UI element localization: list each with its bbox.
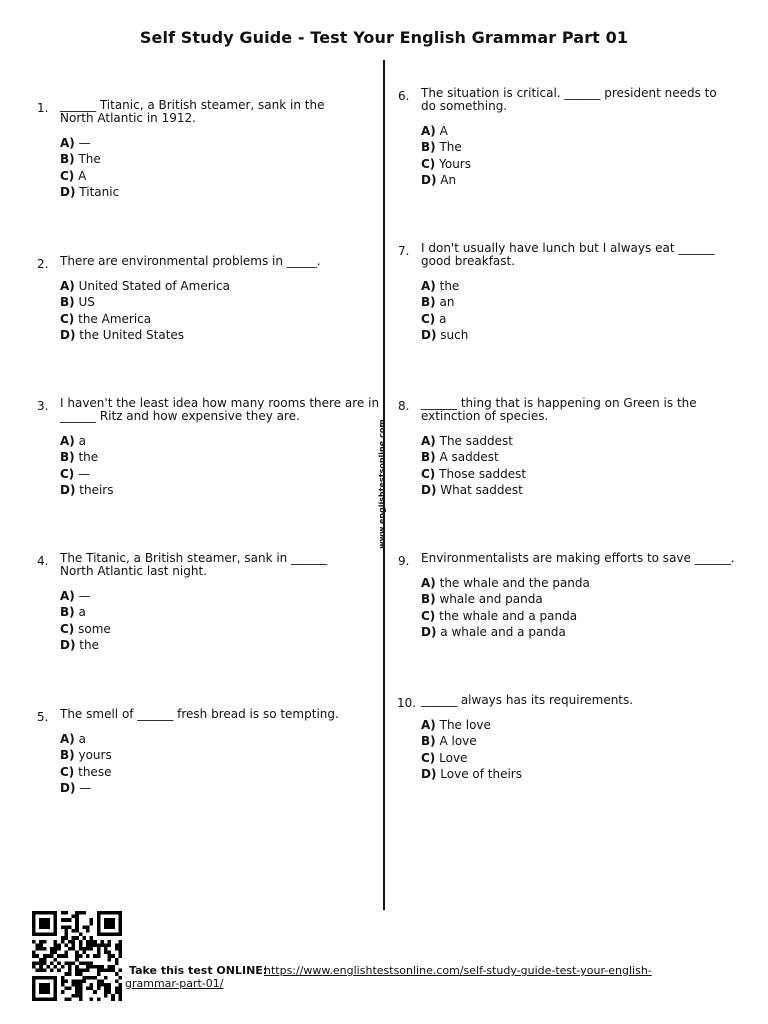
question-number: 2. bbox=[37, 257, 49, 271]
option-a[interactable] bbox=[60, 278, 380, 294]
option-d[interactable] bbox=[421, 482, 711, 498]
option-a[interactable] bbox=[60, 731, 380, 747]
option-d[interactable] bbox=[60, 780, 380, 796]
option-a[interactable] bbox=[60, 135, 360, 151]
answer-options bbox=[60, 278, 380, 344]
option-text: a whale and a panda bbox=[440, 625, 566, 640]
option-text: whale and panda bbox=[439, 592, 543, 607]
option-b[interactable] bbox=[421, 139, 731, 155]
option-letter: D) bbox=[60, 328, 76, 343]
question-10 bbox=[397, 693, 741, 783]
option-text: Love bbox=[439, 750, 468, 765]
option-text: yours bbox=[78, 748, 112, 763]
option-c[interactable] bbox=[60, 621, 360, 637]
option-a[interactable] bbox=[421, 717, 741, 733]
option-text: — bbox=[78, 136, 91, 150]
option-letter: D) bbox=[60, 185, 76, 200]
option-letter: C) bbox=[421, 156, 436, 171]
answer-options bbox=[60, 731, 380, 797]
option-text: The saddest bbox=[439, 434, 513, 448]
option-letter: A) bbox=[60, 279, 75, 293]
question-6 bbox=[398, 86, 731, 189]
option-letter: C) bbox=[421, 466, 436, 481]
option-text: a bbox=[78, 732, 86, 746]
option-b[interactable] bbox=[421, 733, 741, 749]
question-number: 1. bbox=[37, 101, 49, 115]
option-a[interactable] bbox=[421, 123, 731, 139]
question-text: ______ thing that is happening on Green is the extinction of species. bbox=[421, 396, 697, 423]
option-text: the whale and the panda bbox=[439, 576, 590, 590]
option-letter: B) bbox=[421, 295, 436, 310]
option-text: the whale and a panda bbox=[439, 608, 578, 623]
option-c[interactable] bbox=[60, 311, 380, 327]
option-text: the bbox=[79, 638, 99, 653]
option-letter: D) bbox=[421, 173, 437, 188]
option-text: — bbox=[79, 781, 92, 796]
option-c[interactable] bbox=[421, 466, 711, 482]
answer-options bbox=[421, 123, 731, 189]
page-title: Self Study Guide - Test Your English Grammar Part 01 bbox=[139, 28, 629, 47]
option-letter: B) bbox=[60, 748, 75, 763]
question-number: 6. bbox=[398, 89, 410, 103]
option-text: the bbox=[78, 450, 99, 465]
side-watermark-url: www.englishtestsonline.com bbox=[377, 419, 387, 549]
option-letter: A) bbox=[60, 732, 75, 746]
answer-options bbox=[60, 433, 380, 499]
option-c[interactable] bbox=[421, 311, 721, 327]
option-d[interactable] bbox=[421, 327, 721, 343]
option-letter: C) bbox=[421, 750, 436, 765]
question-5 bbox=[37, 707, 380, 797]
footer bbox=[0, 905, 768, 1015]
answer-options bbox=[421, 575, 741, 641]
question-text: Environmentalists are making efforts to save ______. bbox=[421, 551, 735, 565]
option-text: the bbox=[439, 279, 460, 293]
option-b[interactable] bbox=[421, 591, 741, 607]
option-text: Love of theirs bbox=[440, 767, 522, 782]
option-text: a bbox=[439, 311, 447, 326]
option-letter: A) bbox=[60, 434, 75, 448]
option-letter: D) bbox=[421, 625, 437, 640]
option-letter: A) bbox=[421, 279, 436, 293]
option-c[interactable] bbox=[421, 608, 741, 624]
option-letter: C) bbox=[421, 311, 436, 326]
option-letter: D) bbox=[421, 328, 437, 343]
option-letter: C) bbox=[60, 311, 75, 326]
option-letter: B) bbox=[421, 140, 436, 155]
option-letter: B) bbox=[421, 450, 436, 465]
option-letter: B) bbox=[421, 734, 436, 749]
option-text: a bbox=[78, 605, 86, 620]
question-number: 9. bbox=[398, 554, 410, 568]
option-letter: A) bbox=[60, 589, 75, 603]
option-a[interactable] bbox=[60, 588, 360, 604]
option-text: some bbox=[78, 621, 111, 636]
option-text: these bbox=[78, 764, 112, 779]
question-text: There are environmental problems in _____. bbox=[60, 254, 321, 268]
option-letter: D) bbox=[60, 638, 76, 653]
option-d[interactable] bbox=[60, 184, 360, 200]
option-letter: D) bbox=[421, 483, 437, 498]
option-text: United Stated of America bbox=[78, 279, 230, 293]
question-number: 5. bbox=[37, 710, 49, 724]
option-text: Those saddest bbox=[439, 466, 527, 481]
option-text: A bbox=[78, 168, 87, 183]
question-number: 4. bbox=[37, 554, 49, 568]
option-b[interactable] bbox=[421, 294, 721, 310]
option-c[interactable] bbox=[60, 168, 360, 184]
option-c[interactable] bbox=[421, 156, 731, 172]
question-number: 3. bbox=[37, 399, 49, 413]
option-letter: C) bbox=[60, 764, 75, 779]
option-b[interactable] bbox=[60, 604, 360, 620]
option-b[interactable] bbox=[60, 151, 360, 167]
online-test-label: Take this test ONLINE: bbox=[129, 964, 268, 977]
option-c[interactable] bbox=[60, 764, 380, 780]
option-b[interactable] bbox=[60, 747, 380, 763]
question-number: 7. bbox=[398, 244, 410, 258]
answer-options bbox=[421, 433, 711, 499]
option-text: theirs bbox=[79, 483, 114, 498]
option-letter: A) bbox=[421, 434, 436, 448]
option-letter: C) bbox=[421, 608, 436, 623]
qr-code-icon[interactable] bbox=[32, 911, 122, 1001]
option-d[interactable] bbox=[421, 172, 731, 188]
option-a[interactable] bbox=[421, 433, 711, 449]
question-4 bbox=[37, 551, 360, 654]
option-d[interactable] bbox=[421, 766, 741, 782]
question-8 bbox=[398, 396, 711, 499]
question-number: 8. bbox=[398, 399, 410, 413]
option-letter: A) bbox=[60, 136, 75, 150]
option-text: the United States bbox=[79, 328, 185, 343]
option-letter: B) bbox=[421, 592, 436, 607]
option-d[interactable] bbox=[421, 624, 741, 640]
answer-options bbox=[60, 135, 360, 201]
option-text: A bbox=[439, 124, 448, 138]
question-9 bbox=[398, 551, 741, 641]
option-letter: A) bbox=[421, 124, 436, 138]
option-a[interactable] bbox=[60, 433, 380, 449]
option-letter: D) bbox=[60, 483, 76, 498]
option-text: — bbox=[78, 589, 91, 603]
option-letter: A) bbox=[421, 576, 436, 590]
option-text: — bbox=[78, 466, 91, 481]
option-letter: B) bbox=[60, 295, 75, 310]
option-letter: D) bbox=[60, 781, 76, 796]
option-letter: D) bbox=[421, 767, 437, 782]
option-text: the America bbox=[78, 311, 152, 326]
option-d[interactable] bbox=[60, 637, 360, 653]
option-letter: B) bbox=[60, 152, 75, 167]
question-text: I don't usually have lunch but I always eat ______ good breakfast. bbox=[421, 241, 715, 268]
option-d[interactable] bbox=[60, 327, 380, 343]
option-letter: C) bbox=[60, 168, 75, 183]
option-text: A saddest bbox=[439, 450, 499, 465]
question-number: 10. bbox=[397, 696, 417, 710]
option-text: an bbox=[439, 295, 455, 310]
option-text: Titanic bbox=[79, 185, 120, 200]
option-text: The bbox=[78, 152, 101, 167]
option-letter: B) bbox=[60, 450, 75, 465]
option-b[interactable] bbox=[421, 449, 711, 465]
question-text: ______ Titanic, a British steamer, sank in the North Atlantic in 1912. bbox=[60, 98, 325, 125]
question-text: I haven't the least idea how many rooms there are in ______ Ritz and how expensive they are. bbox=[60, 396, 380, 423]
question-text: The Titanic, a British steamer, sank in ______ North Atlantic last night. bbox=[60, 551, 328, 578]
option-a[interactable] bbox=[421, 575, 741, 591]
answer-options bbox=[421, 278, 721, 344]
option-text: The love bbox=[439, 718, 491, 732]
option-text: a bbox=[78, 434, 86, 448]
option-text: A love bbox=[439, 734, 477, 749]
option-d[interactable] bbox=[60, 482, 380, 498]
option-text: US bbox=[78, 295, 95, 310]
option-c[interactable] bbox=[60, 466, 380, 482]
option-letter: C) bbox=[60, 621, 75, 636]
option-text: Yours bbox=[439, 156, 471, 171]
option-c[interactable] bbox=[421, 750, 741, 766]
question-text: ______ always has its requirements. bbox=[421, 693, 634, 707]
option-letter: C) bbox=[60, 466, 75, 481]
online-test-link[interactable]: https://www.englishtestsonline.com/self-study-guide-test-your-english-grammar-part-01/ bbox=[125, 964, 652, 990]
option-letter: B) bbox=[60, 605, 75, 620]
option-letter: A) bbox=[421, 718, 436, 732]
option-b[interactable] bbox=[60, 294, 380, 310]
option-a[interactable] bbox=[421, 278, 721, 294]
question-3 bbox=[37, 396, 380, 499]
option-text: The bbox=[439, 140, 462, 155]
question-text: The situation is critical. ______ president needs to do something. bbox=[421, 86, 717, 113]
option-text: What saddest bbox=[440, 483, 523, 498]
option-b[interactable] bbox=[60, 449, 380, 465]
option-text: such bbox=[440, 328, 469, 343]
question-2 bbox=[37, 254, 380, 344]
question-1 bbox=[37, 98, 360, 201]
question-text: The smell of ______ fresh bread is so tempting. bbox=[60, 707, 339, 721]
question-7 bbox=[398, 241, 721, 344]
answer-options bbox=[421, 717, 741, 783]
option-text: An bbox=[440, 173, 457, 188]
answer-options bbox=[60, 588, 360, 654]
